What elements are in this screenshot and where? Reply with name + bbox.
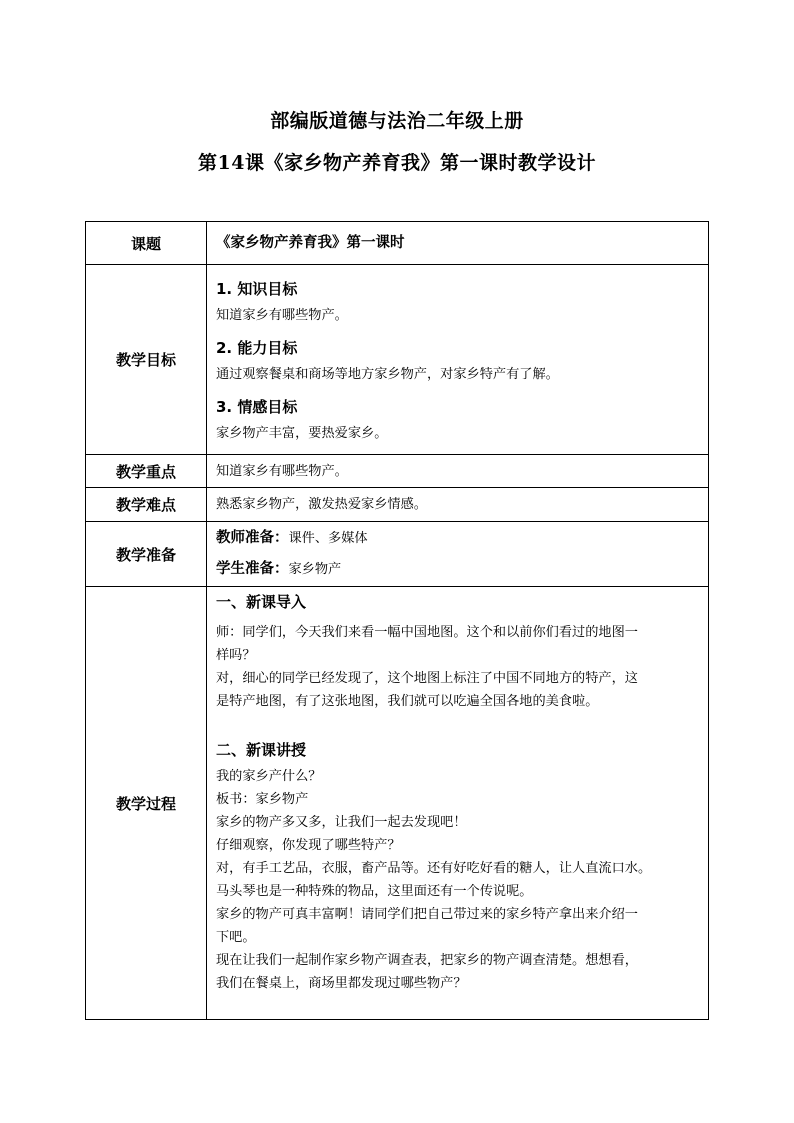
row-key-point	[86, 455, 709, 488]
value-process	[207, 587, 709, 1020]
row-topic	[86, 222, 709, 265]
value-preparation	[207, 522, 709, 587]
teacher-prep-value: 课件、多媒体	[288, 531, 368, 546]
process-line: 我的家乡产什么？	[216, 769, 322, 784]
goal-emotion-heading: 3. 情感目标	[216, 398, 298, 416]
label-process: 教学过程	[86, 587, 207, 1020]
goal-ability-heading: 2. 能力目标	[216, 339, 298, 357]
process-section1-heading: 一、新课导入	[216, 593, 307, 611]
label-key-point: 教学重点	[86, 455, 207, 488]
teacher-prep-label: 教师准备：	[216, 530, 289, 546]
process-line: 师：同学们，今天我们来看一幅中国地图。这个和以前你们看过的地图一	[216, 625, 638, 640]
goal-knowledge-text: 知道家乡有哪些物产。	[216, 308, 348, 323]
process-line: 马头琴也是一种特殊的物品，这里面还有一个传说呢。	[216, 884, 533, 899]
goal-ability-text: 通过观察餐桌和商场等地方家乡物产，对家乡特产有了解。	[216, 367, 559, 382]
value-difficulty: 熟悉家乡物产，激发热爱家乡情感。	[207, 488, 709, 522]
process-line: 对，细心的同学已经发现了，这个地图上标注了中国不同地方的特产，这	[216, 671, 638, 686]
document-subtitle: 第14课《家乡物产养育我》第一课时教学设计	[198, 152, 596, 174]
value-key-point: 知道家乡有哪些物产。	[207, 455, 709, 488]
process-line: 下吧。	[216, 930, 256, 945]
process-line: 是特产地图，有了这张地图，我们就可以吃遍全国各地的美食啦。	[216, 694, 599, 709]
label-topic: 课题	[86, 222, 207, 265]
process-line: 对，有手工艺品，衣服，畜产品等。还有好吃好看的糖人，让人直流口水。	[216, 861, 652, 876]
process-line: 现在让我们一起制作家乡物产调查表，把家乡的物产调查清楚。想想看，	[216, 953, 638, 968]
student-prep-label: 学生准备：	[216, 561, 289, 577]
goal-knowledge-heading: 1. 知识目标	[216, 280, 298, 298]
row-preparation	[86, 522, 709, 587]
lesson-plan-table	[85, 221, 709, 1020]
label-goals: 教学目标	[86, 265, 207, 455]
label-preparation: 教学准备	[86, 522, 207, 587]
process-line: 家乡的物产可真丰富啊！请同学们把自己带过来的家乡特产拿出来介绍一	[216, 907, 638, 922]
label-difficulty: 教学难点	[86, 488, 207, 522]
goal-emotion-text: 家乡物产丰富，要热爱家乡。	[216, 426, 388, 441]
process-line: 仔细观察，你发现了哪些特产？	[216, 838, 401, 853]
student-prep	[216, 554, 702, 585]
document-title: 部编版道德与法治二年级上册	[270, 110, 524, 132]
spacer	[216, 713, 702, 735]
row-difficulty	[86, 488, 709, 522]
row-goals	[86, 265, 709, 455]
row-process	[86, 587, 709, 1020]
process-line: 样吗？	[216, 648, 256, 663]
process-line: 家乡的物产多又多，让我们一起去发现吧！	[216, 815, 467, 830]
process-line: 我们在餐桌上，商场里都发现过哪些物产？	[216, 976, 467, 991]
process-line: 板书：家乡物产	[216, 792, 309, 807]
topic-text: 《家乡物产养育我》第一课时	[216, 234, 405, 251]
value-goals	[207, 265, 709, 455]
value-topic	[207, 222, 709, 265]
teacher-prep	[216, 523, 702, 554]
process-section2-heading: 二、新课讲授	[216, 741, 307, 759]
student-prep-value: 家乡物产	[288, 562, 342, 577]
